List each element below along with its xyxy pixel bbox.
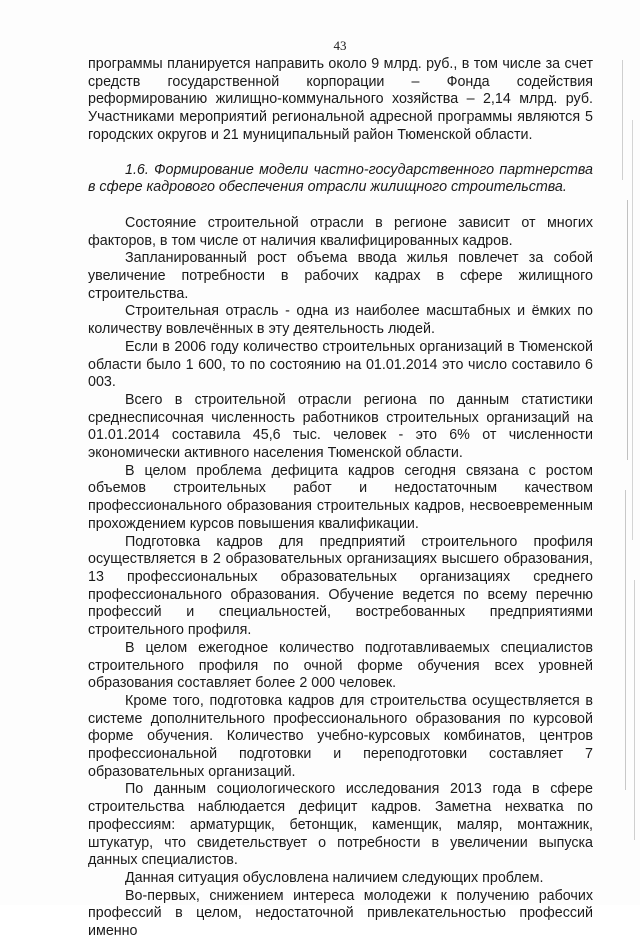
paragraph: Состояние строительной отрасли в регионе зависит от многих факторов, в том числе от наличия квалифицированных кадров. bbox=[88, 214, 593, 249]
paragraph: Подготовка кадров для предприятий строительного профиля осуществляется в 2 образовательных организациях высшего образования, 13 профессиональных образовательных организациях среднего профессионального образования. Обучение ведется по всему перечню профессий и специальностей, востребованных предприятиями строительного профиля. bbox=[88, 533, 593, 639]
paragraph: Если в 2006 году количество строительных организаций в Тюменской области было 1 600, то по состоянию на 01.01.2014 это число составило 6 003. bbox=[88, 338, 593, 391]
paragraph: Всего в строительной отрасли региона по данным статистики среднесписочная численность работников строительных организаций на 01.01.2014 составила 45,6 тыс. человек - это 6% от численности экономически активного населения Тюменской области. bbox=[88, 391, 593, 462]
paragraph: По данным социологического исследования 2013 года в сфере строительства наблюдается дефицит кадров. Заметна нехватка по профессиям: арматурщик, бетонщик, каменщик, маляр, монтажник, штукатур, что свидетельствует о потребности в увеличении выпуска данных специалистов. bbox=[88, 781, 593, 869]
paragraph: Строительная отрасль - одна из наиболее масштабных и ёмких по количеству вовлечённых в эту деятельность людей. bbox=[88, 303, 593, 338]
document-body bbox=[88, 56, 593, 941]
paragraph: В целом проблема дефицита кадров сегодня связана с ростом объемов строительных работ и недостаточным качеством профессионального образования строительных кадров, несвоевременным прохождением курсов повышения квалификации. bbox=[88, 462, 593, 532]
page-number: 43 bbox=[333, 38, 347, 53]
paragraph-continuation: программы планируется направить около 9 млрд. руб., в том числе за счет средств государственной корпорации – Фонда содействия реформированию жилищно-коммунального хозяйства – 2,14 млрд. руб. Участниками мероприятий региональной адресной программы являются 5 городских округов и 21 муниципальный район Тюменской области. bbox=[88, 56, 593, 143]
scan-edge-artifact bbox=[618, 60, 640, 860]
paragraph: Кроме того, подготовка кадров для строительства осуществляется в системе дополнительного профессионального образования по курсовой форме обучения. Количество учебно-курсовых комбинатов, центров профессиональной подготовки и переподготовки составляет 7 образовательных организаций. bbox=[88, 692, 593, 780]
paragraph: Данная ситуация обусловлена наличием следующих проблем. bbox=[125, 869, 544, 886]
section-heading: 1.6. Формирование модели частно-государственного партнерства в сфере кадрового обеспечения отрасли жилищного строительства. bbox=[88, 161, 593, 196]
paragraph: Запланированный рост объема ввода жилья повлечет за собой увеличение потребности в рабочих кадрах в сфере жилищного строительства. bbox=[88, 250, 593, 302]
paragraph: Во-первых, снижением интереса молодежи к получению рабочих профессий в целом, недостаточной привлекательностью профессий именно bbox=[88, 887, 593, 940]
paragraph: В целом ежегодное количество подготавливаемых специалистов строительного профиля по очной форме обучения всех уровней образования составляет более 2 000 человек. bbox=[88, 639, 593, 692]
